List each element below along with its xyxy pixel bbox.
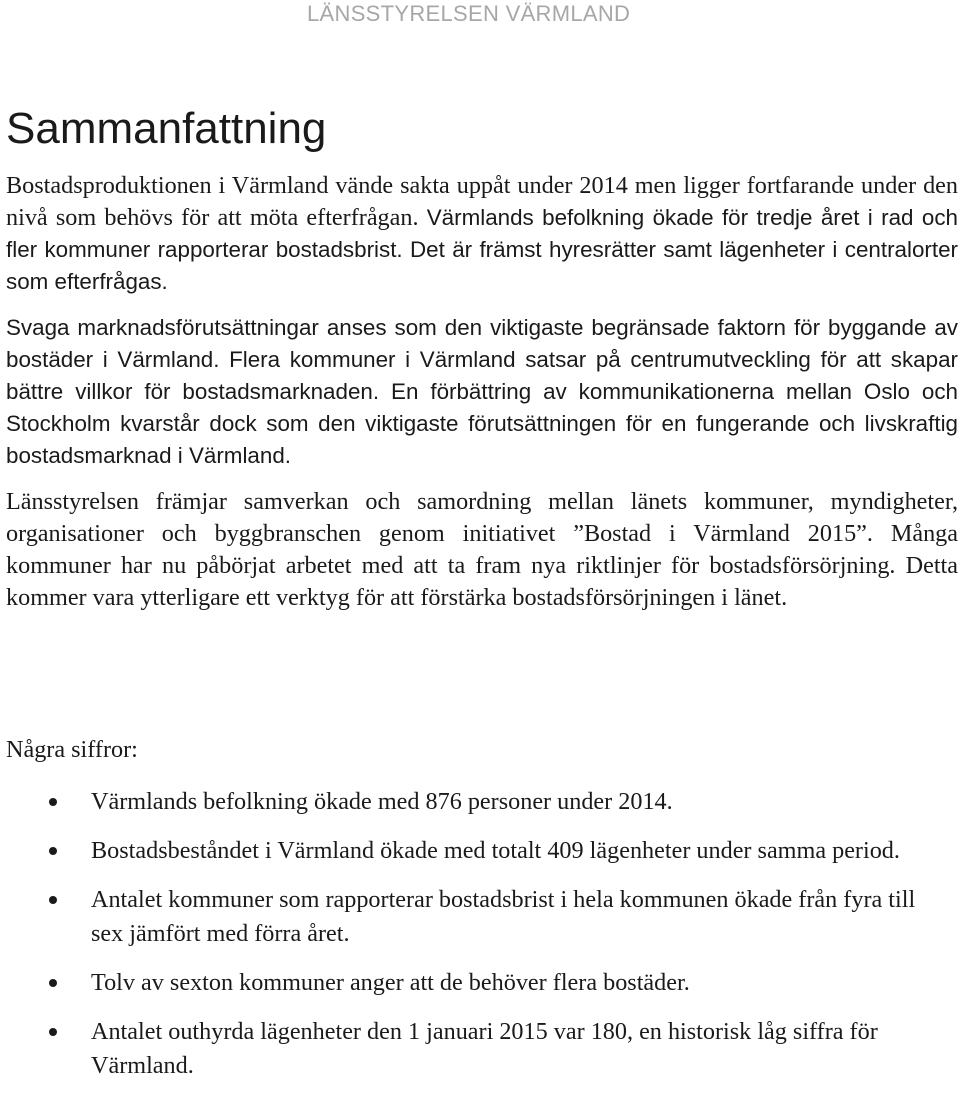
paragraph-1-sans-part: Värmlands befolkning ökade för tredje året i rad och fler kommuner rapporterar bostadsbrist. Det är främst hyresrätter samt lägenheter i centralorter som efterfrågas.: [6, 205, 958, 294]
figures-list: [0, 785, 960, 1098]
list-item-text: Värmlands befolkning ökade med 876 personer under 2014.: [91, 788, 673, 815]
summary-paragraph-3: Länsstyrelsen främjar samverkan och samordning mellan länets kommuner, myndigheter, organisationer och byggbranschen genom initiativet ”Bostad i Värmland 2015”. Många kommuner har nu påbörjat arbetet med att ta fram nya riktlinjer för bostadsförsörjning. Detta kommer vara ytterligare ett verktyg för att förstärka bostadsförsörjningen i länet.: [6, 488, 958, 611]
summary-paragraph-2: Svaga marknadsförutsättningar anses som den viktigaste begränsade faktorn för byggande av bostäder i Värmland. Flera kommuner i Värmland satsar på centrumutveckling för att skapar bättre villkor för bostadsmarknaden. En förbättring av kommunikationerna mellan Oslo och Stockholm kvarstår dock som den viktigaste förutsättningen för en fungerande och livskraftig bostadsmarknad i Värmland.: [6, 315, 958, 468]
list-item-text: Tolv av sexton kommuner anger att de behöver flera bostäder.: [91, 969, 690, 996]
bullet-icon: [49, 847, 57, 855]
bullet-icon: [49, 896, 57, 904]
list-item: [0, 966, 960, 1000]
summary-text: [6, 170, 958, 628]
running-header: LÄNSSTYRELSEN VÄRMLAND: [307, 1, 631, 26]
list-item: [0, 883, 960, 951]
bullet-icon: [49, 979, 57, 987]
list-item-text: Bostadsbeståndet i Värmland ökade med totalt 409 lägenheter under samma period.: [91, 837, 900, 864]
list-item-text: Antalet kommuner som rapporterar bostadsbrist i hela kommunen ökade från fyra till sex jämfört med förra året.: [91, 886, 916, 947]
bullet-icon: [49, 798, 57, 806]
list-item-text: Antalet outhyrda lägenheter den 1 januari 2015 var 180, en historisk låg siffra för Värmland.: [91, 1018, 878, 1079]
list-item: [0, 1015, 960, 1083]
bullet-icon: [49, 1028, 57, 1036]
list-item: [0, 785, 960, 819]
summary-paragraph-1: [6, 170, 958, 298]
paragraph-1-serif-part: Bostadsproduktionen i Värmland vände sakta uppåt under 2014 men ligger fortfarande under den nivå som behövs för att möta efterfrågan.: [6, 172, 958, 231]
page-title: Sammanfattning: [6, 104, 327, 153]
list-item: [0, 834, 960, 868]
figures-heading: Några siffror:: [6, 736, 138, 763]
